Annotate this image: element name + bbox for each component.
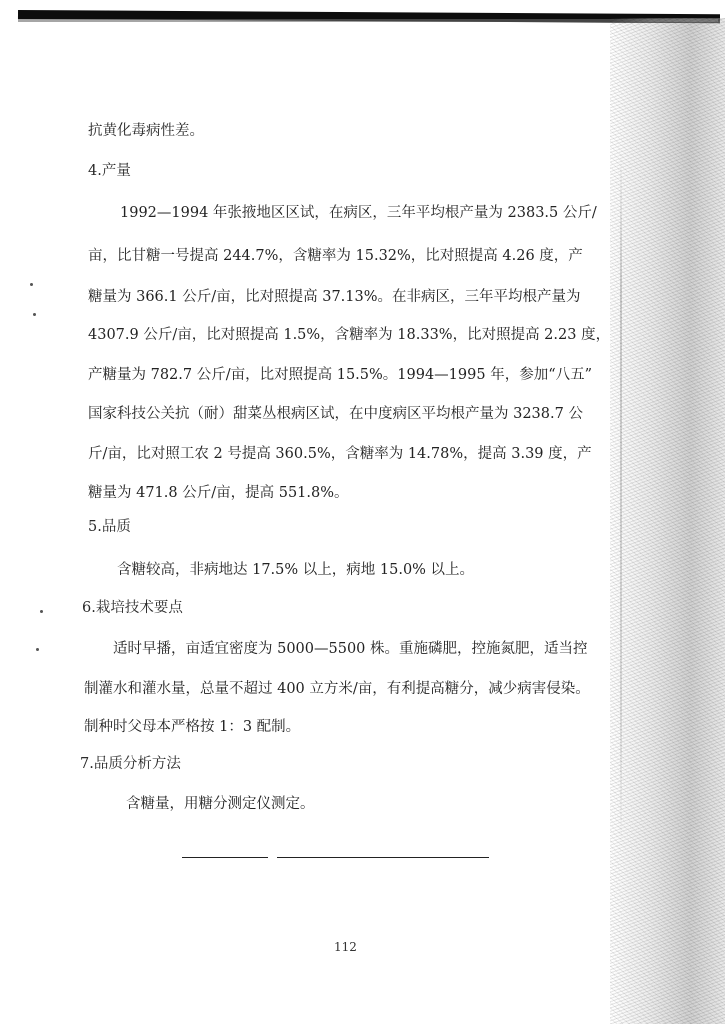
scan-speck <box>30 283 33 286</box>
text-line: 含糖量，用糖分测定仪测定。 <box>126 796 315 812</box>
section-heading-yield: 4.产量 <box>88 163 131 179</box>
section-heading-cultivation: 6.栽培技术要点 <box>82 600 183 616</box>
text-line: 斤/亩，比对照工农 2 号提高 360.5%，含糖率为 14.78%，提高 3.39 度，产 <box>88 446 592 462</box>
text-line: 产糖量为 782.7 公斤/亩，比对照提高 15.5%。1994—1995 年，参加“八五” <box>88 367 593 383</box>
scan-fold-shadow <box>620 150 622 850</box>
text-line: 4307.9 公斤/亩，比对照提高 1.5%，含糖率为 18.33%，比对照提高 2.23 度， <box>88 327 611 343</box>
text-line: 国家科技公关抗（耐）甜菜丛根病区试，在中度病区平均根产量为 3238.7 公 <box>88 406 583 422</box>
page-number: 112 <box>334 940 357 954</box>
text-line: 制灌水和灌水量，总量不超过 400 立方米/亩，有利提高糖分，减少病害侵染。 <box>84 681 590 697</box>
text-line: 亩，比甘糖一号提高 244.7%，含糖率为 15.32%，比对照提高 4.26 度，产 <box>88 248 583 264</box>
scan-speck <box>36 648 39 651</box>
text-line: 含糖较高，非病地达 17.5% 以上，病地 15.0% 以上。 <box>117 562 475 578</box>
text-line: 制种时父母本严格按 1：3 配制。 <box>84 719 301 735</box>
end-rule-right <box>277 857 489 858</box>
text-line: 适时早播，亩适宜密度为 5000—5500 株。重施磷肥，控施氮肥，适当控 <box>113 641 588 657</box>
text-line: 糖量为 366.1 公斤/亩，比对照提高 37.13%。在非病区，三年平均根产量为 <box>88 289 581 305</box>
text-line: 1992—1994 年张掖地区区试，在病区，三年平均根产量为 2383.5 公斤/ <box>120 205 597 221</box>
section-heading-quality: 5.品质 <box>88 519 131 535</box>
section-heading-analysis: 7.品质分析方法 <box>80 756 181 772</box>
scan-speck <box>40 610 43 613</box>
scan-speck <box>33 313 36 316</box>
scan-edge-noise <box>610 18 725 1024</box>
text-line-continuation: 抗黄化毒病性差。 <box>88 123 204 139</box>
text-line: 糖量为 471.8 公斤/亩，提高 551.8%。 <box>88 485 349 501</box>
end-rule-left <box>182 857 268 858</box>
